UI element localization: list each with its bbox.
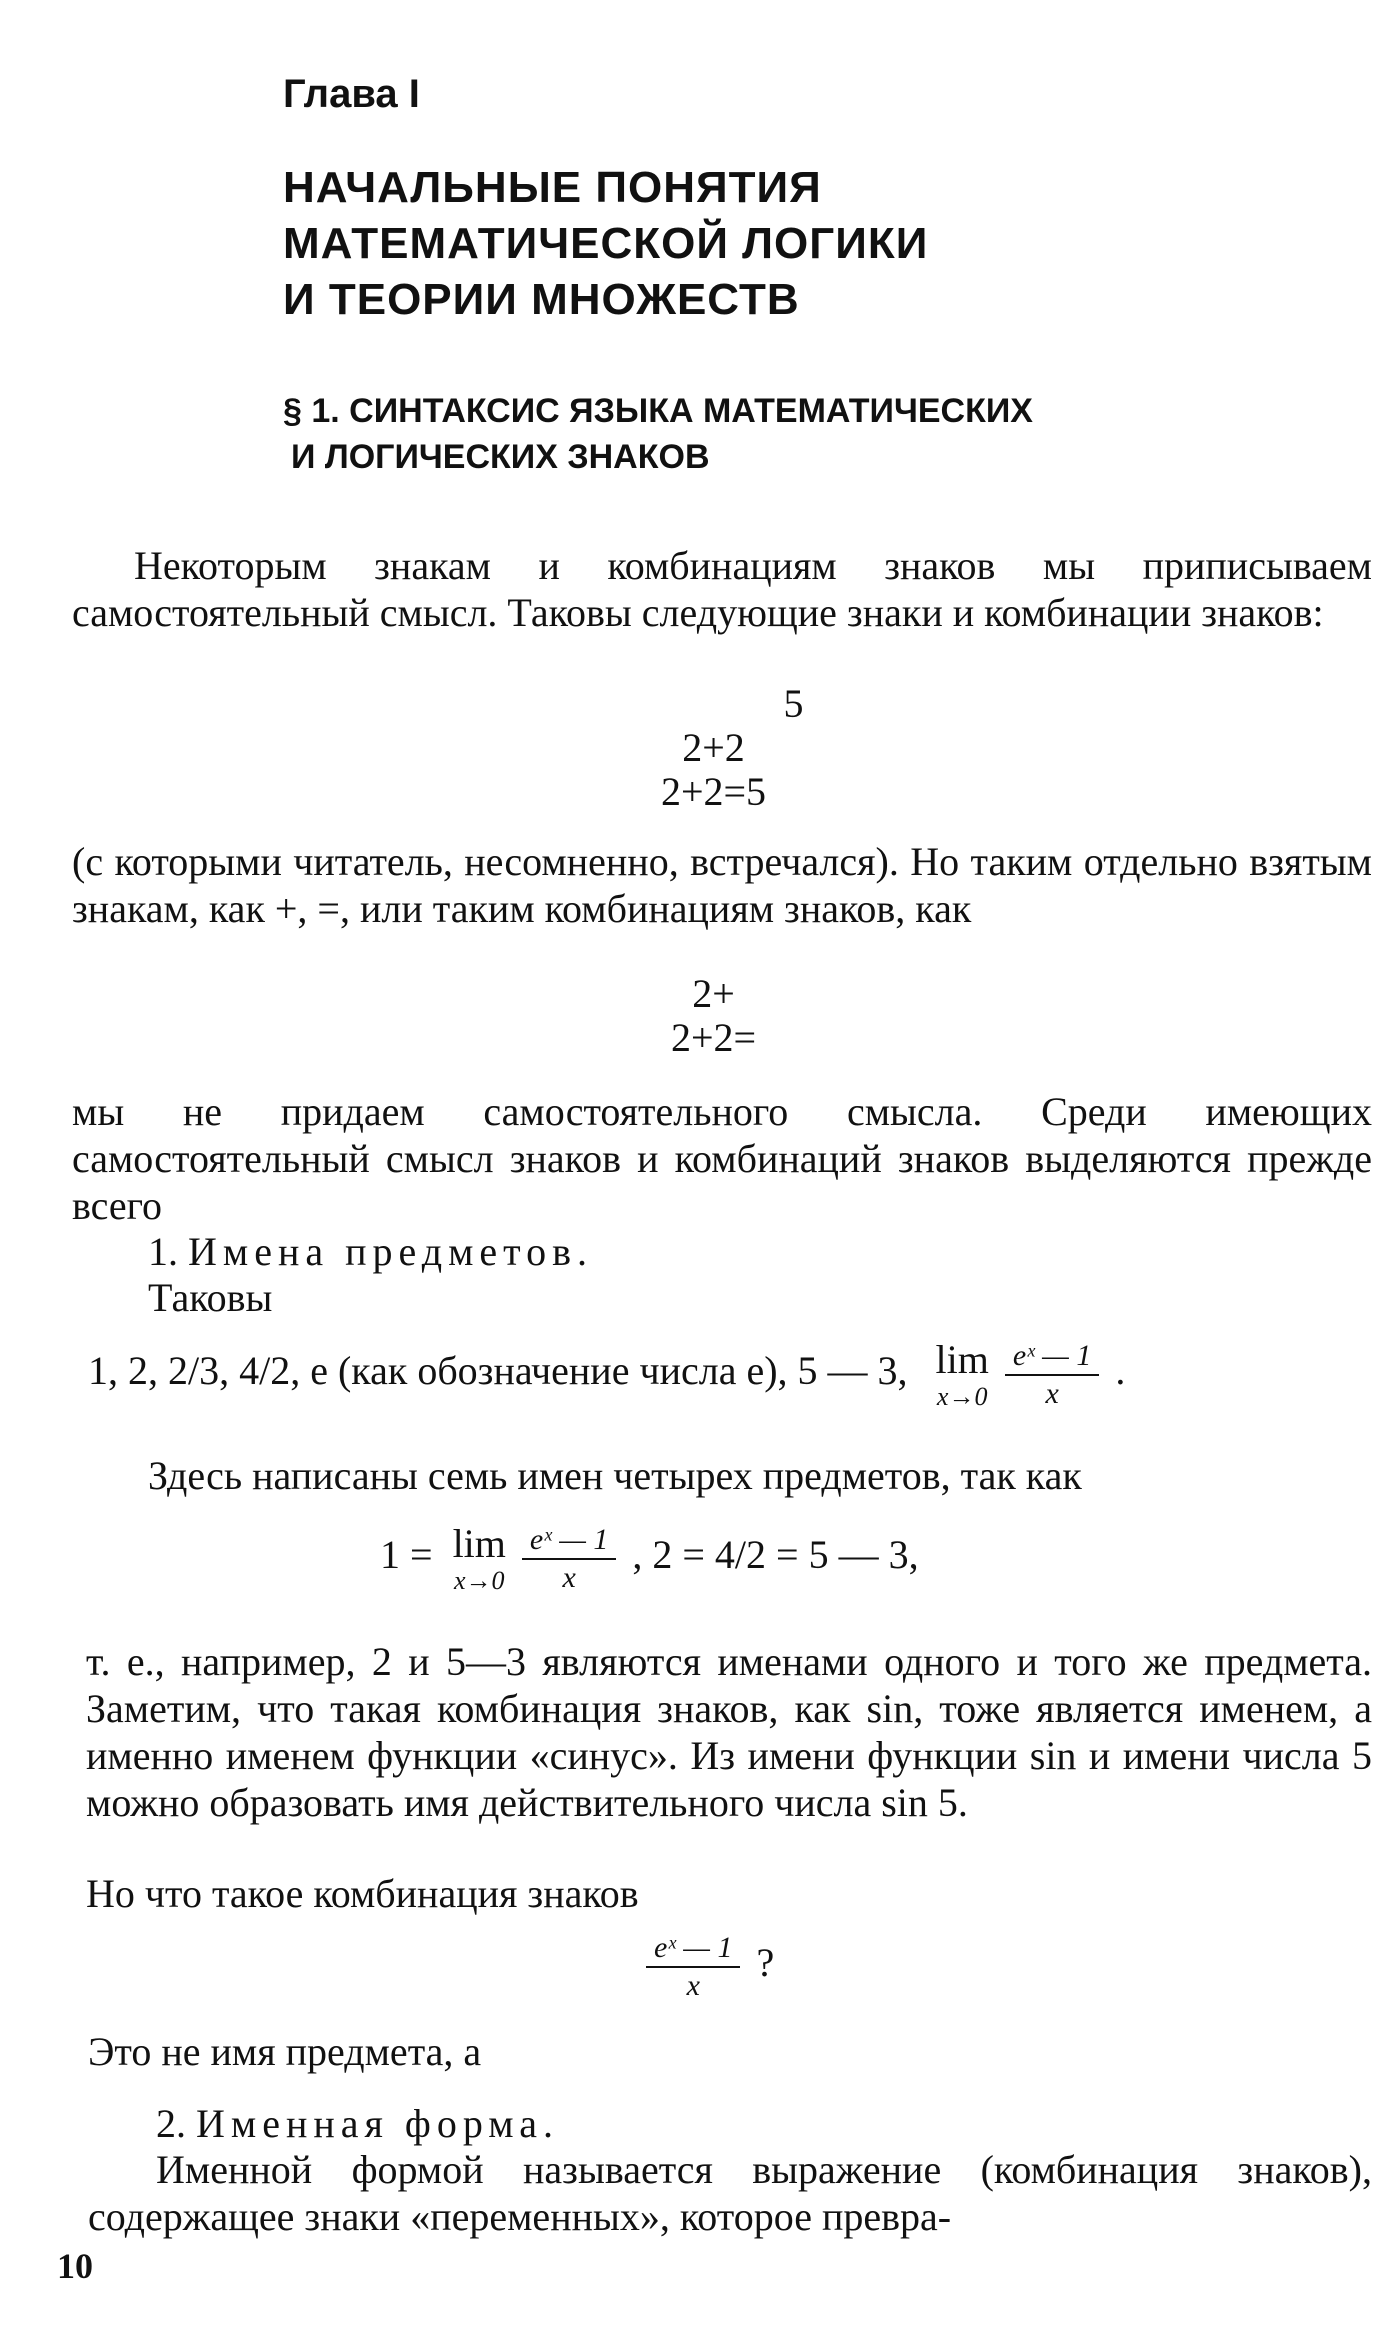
paragraph: Таковы [148, 1275, 273, 1320]
lim-subscript: x→0 [453, 1566, 505, 1595]
paragraph: Именной формой называется выражение (комбинация знаков), содержащее знаки «переменных», которое превра- [88, 2147, 1372, 2239]
lim-word: lim [452, 1521, 506, 1566]
limit-expression [936, 1338, 989, 1412]
paragraph: Это не имя предмета, а [88, 2029, 482, 2074]
lim-subscript: x→0 [936, 1382, 988, 1411]
chapter-title-line: НАЧАЛЬНЫЕ ПОНЯТИЯ [283, 163, 822, 212]
example-formula: 2+2 [682, 725, 745, 770]
list-item-1 [148, 1228, 593, 1275]
item-number: 2. [156, 2101, 186, 2146]
limit-expression [453, 1522, 506, 1596]
paragraph: т. е., например, 2 и 5—3 являются именами одного и того же предмета. Заметим, что такая комбинация знаков, как sin, тоже является именем, а именно именем функции «синус». Из имени функции sin и имени числа 5 можно образовать имя действительного числа sin 5. [86, 1639, 1372, 1825]
lim-word: lim [935, 1337, 989, 1382]
fraction [646, 1930, 740, 2004]
equation-line [380, 1522, 919, 1596]
names-formula-line [88, 1338, 1125, 1412]
chapter-label: Глава I [283, 72, 420, 116]
example-formula: 2+2= [670, 1015, 757, 1060]
equation-lhs: 1 = [380, 1532, 433, 1578]
paragraph: Здесь написаны семь имен четырех предметов, так как [148, 1453, 1082, 1498]
names-list: 1, 2, 2/3, 4/2, e (как обозначение числа e), 5 — 3, [88, 1348, 908, 1394]
paragraph: мы не придаем самостоятельного смысла. Среди имеющих самостоятельный смысл знаков и комбинаций знаков выделяются прежде всего [72, 1089, 1372, 1228]
names-end: . [1115, 1348, 1126, 1394]
fraction [1005, 1338, 1099, 1412]
example-formula: 5 [783, 681, 804, 726]
fraction-denominator: x [562, 1561, 576, 1594]
example-formula: 2+2=5 [660, 769, 767, 814]
fraction-numerator: eˣ — 1 [646, 1930, 740, 1968]
fraction-denominator: x [1045, 1377, 1059, 1410]
chapter-title-line: МАТЕМАТИЧЕСКОЙ ЛОГИКИ [283, 219, 929, 268]
item-title: Имена предметов. [188, 1229, 594, 1274]
chapter-title [283, 160, 928, 328]
example-formula: 2+ [692, 971, 735, 1016]
fraction-numerator: eˣ — 1 [522, 1522, 616, 1560]
fraction [522, 1522, 616, 1596]
fraction-denominator: x [686, 1969, 700, 2002]
question-formula [640, 1930, 774, 2004]
section-title-line: § 1. СИНТАКСИС ЯЗЫКА МАТЕМАТИЧЕСКИХ [283, 392, 1033, 430]
paragraph: Но что такое комбинация знаков [86, 1871, 639, 1916]
fraction-numerator: eˣ — 1 [1005, 1338, 1099, 1376]
page-number: 10 [57, 2246, 93, 2286]
list-item-2 [156, 2100, 559, 2147]
paragraph: Некоторым знакам и комбинациям знаков мы приписываем самостоятельный смысл. Таковы следующие знаки и комбинации знаков: [72, 543, 1372, 635]
question-mark: ? [756, 1940, 775, 1986]
item-title: Именная форма. [196, 2101, 560, 2146]
section-title [283, 388, 1033, 480]
chapter-title-line: И ТЕОРИИ МНОЖЕСТВ [283, 275, 800, 324]
equation-rhs: , 2 = 4/2 = 5 — 3, [632, 1532, 919, 1578]
item-number: 1. [148, 1229, 178, 1274]
paragraph: (с которыми читатель, несомненно, встречался). Но таким отдельно взятым знакам, как +, =, или таким комбинациям знаков, как [72, 839, 1372, 931]
section-title-line: И ЛОГИЧЕСКИХ ЗНАКОВ [291, 438, 710, 476]
